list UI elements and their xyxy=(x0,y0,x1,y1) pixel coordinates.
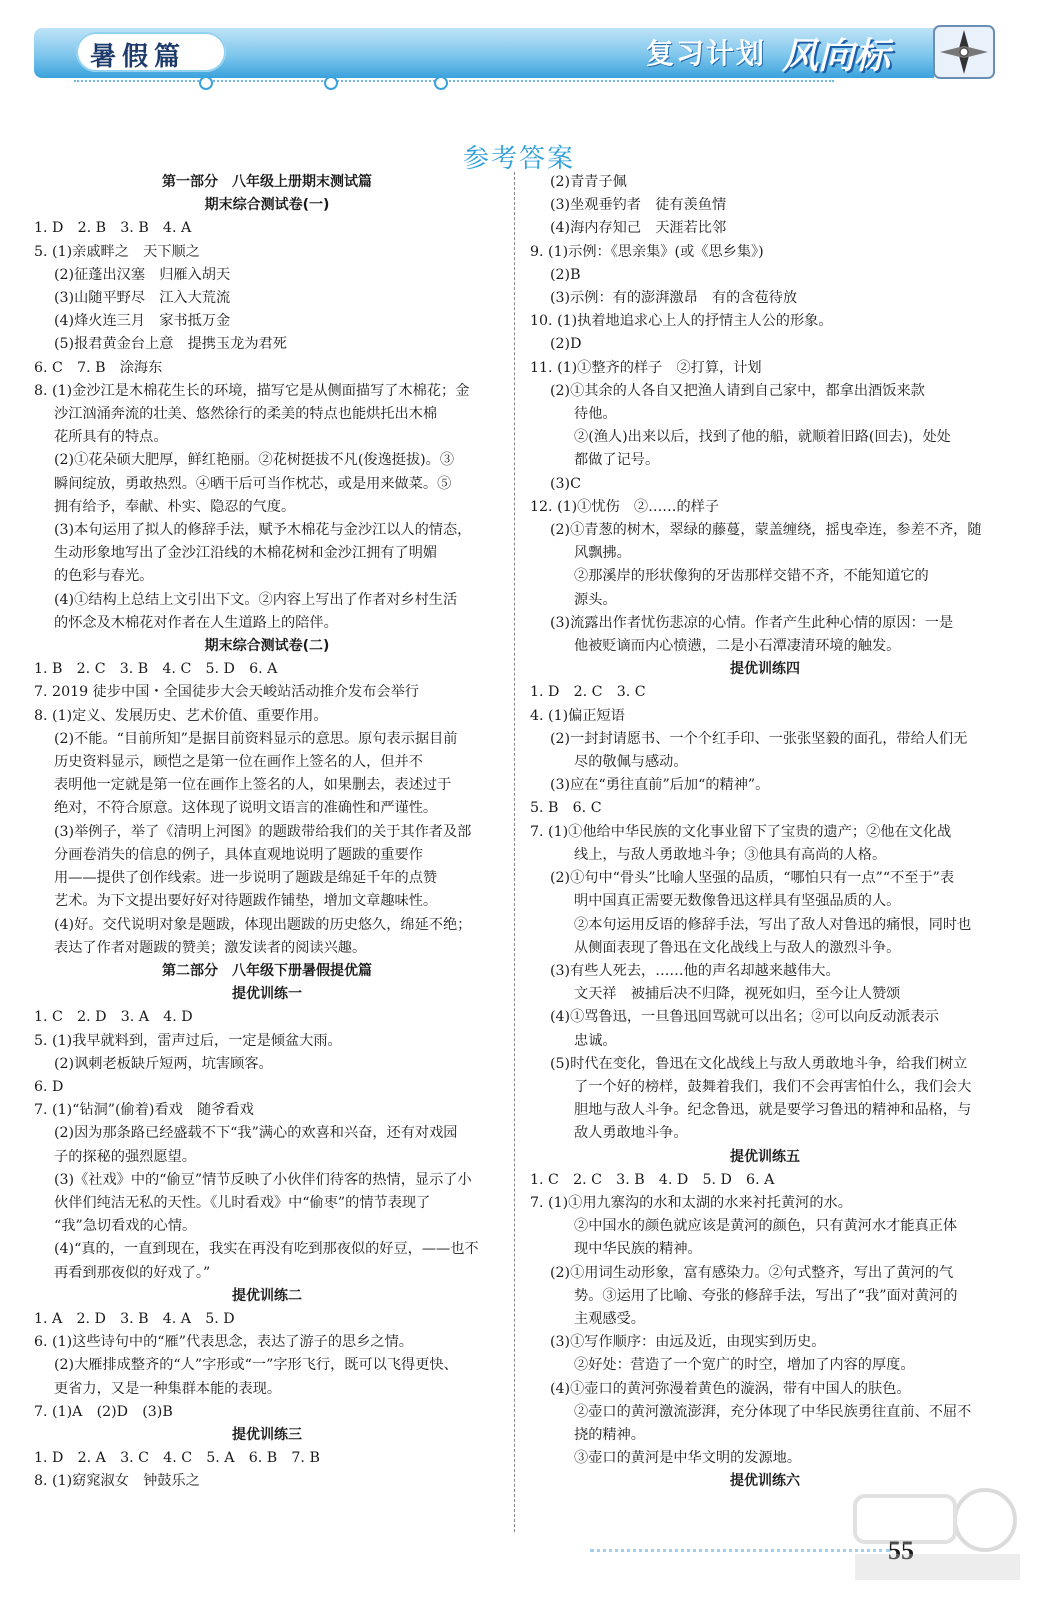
answer-line: 7. (1)①用九寨沟的水和太湖的水来衬托黄河的水。 xyxy=(530,1194,852,1211)
answer-line: 生动形象地写出了金沙江沿线的木棉花树和金沙江拥有了明媚 xyxy=(54,545,438,562)
section-heading: 期末综合测试卷(一) xyxy=(204,197,330,214)
answer-line: 12. (1)①忧伤 ②……的样子 xyxy=(530,498,720,515)
answer-line: ②中国水的颜色就应该是黄河的颜色，只有黄河水才能真正体 xyxy=(574,1218,958,1235)
answer-line: 8. (1)定义、发展历史、艺术价值、重要作用。 xyxy=(34,707,328,724)
answer-line: (4)①骂鲁迅，一旦鲁迅回骂就可以出名；②可以向反动派表示 xyxy=(550,1009,939,1026)
answer-line: (2)征蓬出汉塞 归雁入胡天 xyxy=(54,266,231,283)
answer-line: 待他。 xyxy=(574,406,617,423)
answer-line: (4)“真的，一直到现在，我实在再没有吃到那夜似的好豆，——也不 xyxy=(54,1241,479,1258)
header-banner xyxy=(34,22,1000,88)
answer-line: (2)①句中“骨头”比喻人坚强的品质，“哪怕只有一点”“不至于”表 xyxy=(550,870,955,887)
answer-line: 7. (1)①他给中华民族的文化事业留下了宝贵的遗产；②他在文化战 xyxy=(530,823,952,840)
answer-line: 10. (1)执着地追求心上人的抒情主人公的形象。 xyxy=(530,313,833,330)
answer-line: 1. D 2. C 3. C xyxy=(530,684,646,701)
answer-line: 11. (1)①整齐的样子 ②打算，计划 xyxy=(530,359,762,376)
answer-line: (4)①结构上总结上文引出下文。②内容上写出了作者对乡村生活 xyxy=(54,591,458,608)
answer-line: 了一个好的榜样，鼓舞着我们，我们不会再害怕什么，我们会大 xyxy=(574,1078,972,1095)
answer-line: 1. D 2. A 3. C 4. C 5. A 6. B 7. B xyxy=(34,1450,320,1467)
answer-line: (5)时代在变化，鲁迅在文化战线上与敌人勇敢地斗争，给我们树立 xyxy=(550,1055,968,1072)
decor-dot xyxy=(199,76,213,90)
answer-line: (2)讽刺老板缺斤短两，坑害顾客。 xyxy=(54,1055,273,1072)
plan-label: 复习计划 xyxy=(646,37,767,70)
answer-line: 艺术。为下文提出要好好对待题跋作铺垫，增加文章趣味性。 xyxy=(54,893,438,910)
section-heading: 第一部分 八年级上册期末测试篇 xyxy=(162,174,372,190)
answer-line: 主观感受。 xyxy=(574,1310,645,1327)
section-heading: 提优训练五 xyxy=(730,1148,800,1165)
answer-line: 用——提供了创作线索。进一步说明了题跋是绵延千年的点赞 xyxy=(54,870,438,887)
answer-line: (4)①壶口的黄河弥漫着黄色的漩涡，带有中国人的肤色。 xyxy=(550,1380,911,1397)
compass-icon xyxy=(930,22,998,82)
answer-line: 花所具有的特点。 xyxy=(54,429,168,446)
answer-line: (3)《社戏》中的“偷豆”情节反映了小伙伴们待客的热情，显示了小 xyxy=(54,1171,472,1188)
answer-line: 拥有给予，奉献、朴实、隐忍的气度。 xyxy=(54,498,296,515)
answer-line: 子的探秘的强烈愿望。 xyxy=(54,1148,196,1165)
answer-line: (2)①其余的人各自又把渔人请到自己家中，都拿出酒饭来款 xyxy=(550,382,925,399)
answer-line: 1. A 2. D 3. B 4. A 5. D xyxy=(34,1310,235,1327)
answer-line: (3)示例：有的澎湃激昂 有的含苞待放 xyxy=(550,290,798,307)
answer-line: ②本句运用反语的修辞手法，写出了敌人对鲁迅的痛恨，同时也 xyxy=(574,916,972,933)
decor-dot xyxy=(434,76,448,90)
answer-line: 1. D 2. B 3. B 4. A xyxy=(34,220,192,237)
answer-line: 源头。 xyxy=(574,591,617,608)
answer-line: (2)大雁排成整齐的“人”字形或“一”字形飞行，既可以飞得更快、 xyxy=(54,1357,458,1374)
section-heading: 提优训练六 xyxy=(730,1473,800,1490)
answer-line: (3)①写作顺序：由远及近，由现实到历史。 xyxy=(550,1334,826,1351)
answer-line: 5. (1)亲戚畔之 天下顺之 xyxy=(34,243,200,260)
page-title: 参考答案 xyxy=(462,144,575,174)
answer-line: 尽的敬佩与感动。 xyxy=(574,754,688,771)
section-heading: 提优训练二 xyxy=(232,1287,302,1304)
section-heading: 提优训练三 xyxy=(232,1426,302,1443)
answer-line: 绝对，不符合原意。这体现了说明文语言的准确性和严谨性。 xyxy=(54,800,438,817)
answer-line: ②(渔人)出来以后，找到了他的船，就顺着旧路(回去)，处处 xyxy=(574,429,951,446)
section-heading: 提优训练四 xyxy=(730,661,800,678)
answer-line: (4)好。交代说明对象是题跋，体现出题跋的历史悠久，绵延不绝； xyxy=(54,916,472,933)
answer-line: 再看到那夜似的好戏了。” xyxy=(54,1264,211,1281)
answer-line: (2)因为那条路已经盛载不下“我”满心的欢喜和兴奋，还有对戏园 xyxy=(54,1125,458,1142)
answer-line: 明中国真正需要无数像鲁迅这样具有坚强品质的人。 xyxy=(574,893,901,910)
answer-line: 现中华民族的精神。 xyxy=(574,1241,702,1258)
answer-line: (3)流露出作者忧伤悲凉的心情。作者产生此种心情的原因：一是 xyxy=(550,614,954,631)
answer-line: 6. (1)这些诗句中的“雁”代表思念，表达了游子的思乡之情。 xyxy=(34,1334,413,1351)
answer-line: 7. 2019 徒步中国・全国徒步大会天峻站活动推介发布会举行 xyxy=(34,684,419,701)
answer-line: 1. C 2. D 3. A 4. D xyxy=(34,1009,193,1026)
section-heading: 第二部分 八年级下册暑假提优篇 xyxy=(162,962,372,979)
answer-line: (2)①青葱的树木，翠绿的藤蔓，蒙盖缠绕，摇曳牵连，参差不齐，随 xyxy=(550,522,982,539)
answer-line: 1. B 2. C 3. B 4. C 5. D 6. A xyxy=(34,661,278,678)
answer-line: 势。③运用了比喻、夸张的修辞手法，写出了“我”面对黄河的 xyxy=(574,1287,958,1304)
answer-line: (2)不能。“目前所知”是据目前资料显示的意思。原句表示据目前 xyxy=(54,730,458,747)
answer-line: 5. (1)我早就料到，雷声过后，一定是倾盆大雨。 xyxy=(34,1032,342,1049)
answer-line: 伙伴们纯洁无私的天性。《儿时看戏》中“偷枣”的情节表现了 xyxy=(54,1194,431,1211)
banner-stripe xyxy=(74,80,834,86)
answer-line: 文天祥 被捕后决不归降，视死如归，至今让人赞颂 xyxy=(574,986,901,1003)
answer-line: 6. C 7. B 涂海东 xyxy=(34,359,163,376)
answer-line: 分画卷消失的信息的例子，具体直观地说明了题跋的重要作 xyxy=(54,846,423,863)
answer-line: ②壶口的黄河激流澎湃，充分体现了中华民族勇往直前、不屈不 xyxy=(574,1403,972,1420)
answer-line: ③壶口的黄河是中华文明的发源地。 xyxy=(574,1450,802,1467)
answer-line: “我”急切看戏的心情。 xyxy=(54,1218,197,1235)
season-label: 暑假篇 xyxy=(90,42,187,72)
answer-line: 9. (1)示例：《思亲集》(或《思乡集》) xyxy=(530,243,764,260)
section-heading: 期末综合测试卷(二) xyxy=(204,638,330,655)
answer-line: (3)有些人死去，……他的声名却越来越伟大。 xyxy=(550,962,840,979)
answer-line: 更省力，又是一种集群本能的表现。 xyxy=(54,1380,282,1397)
answer-line: (3)C xyxy=(550,475,581,492)
answer-line: 风飘拂。 xyxy=(574,545,631,562)
answer-line: (3)应在“勇往直前”后加“的精神”。 xyxy=(550,777,770,794)
answer-line: 沙江汹涌奔流的壮美、悠然徐行的柔美的特点也能烘托出木棉 xyxy=(54,406,438,423)
answer-line: 7. (1)A (2)D (3)B xyxy=(34,1403,173,1420)
answer-line: (2)①花朵硕大肥厚，鲜红艳丽。②花树挺拔不凡(俊逸挺拔)。③ xyxy=(54,452,455,469)
answer-line: 忠诚。 xyxy=(574,1032,617,1049)
answer-line: 8. (1)窈窕淑女 钟鼓乐之 xyxy=(34,1473,200,1490)
answer-line: (2)①用词生动形象，富有感染力。②句式整齐，写出了黄河的气 xyxy=(550,1264,954,1281)
answer-line: (3)本句运用了拟人的修辞手法，赋予木棉花与金沙江以人的情态， xyxy=(54,522,472,539)
page-number: 55 xyxy=(888,1536,914,1565)
answer-line: 5. B 6. C xyxy=(530,800,602,817)
watermark-logo xyxy=(845,1478,1025,1588)
answer-line: 1. C 2. C 3. B 4. D 5. D 6. A xyxy=(530,1171,775,1188)
answer-line: ②那溪岸的形状像狗的牙齿那样交错不齐，不能知道它的 xyxy=(574,568,929,585)
answer-line: 瞬间绽放，勇敢热烈。④晒干后可当作枕芯，或是用来做菜。⑤ xyxy=(54,475,452,492)
brand-logo: 风向标 xyxy=(782,36,891,77)
answer-line: 表明他一定就是第一位在画作上签名的人，如果删去，表述过于 xyxy=(54,777,452,794)
answer-line: 8. (1)金沙江是木棉花生长的环境，描写它是从侧面描写了木棉花；金 xyxy=(34,382,470,399)
answer-line: 历史资料显示，顾恺之是第一位在画作上签名的人，但并不 xyxy=(54,754,423,771)
answer-line: 线上，与敌人勇敢地斗争；③他具有高尚的人格。 xyxy=(574,846,887,863)
answers-right-column xyxy=(530,171,1000,1494)
column-divider xyxy=(514,172,515,1532)
answer-line: 的怀念及木棉花对作者在人生道路上的陪伴。 xyxy=(54,614,338,631)
answer-line: (2)一封封请愿书、一个个红手印、一张张坚毅的面孔，带给人们无 xyxy=(550,730,968,747)
answer-line: 6. D xyxy=(34,1078,64,1095)
answers-left-column xyxy=(34,171,500,1494)
answer-line: (2)青青子佩 xyxy=(550,174,627,190)
answer-line: (3)举例子，举了《清明上河图》的题跋带给我们的关于其作者及部 xyxy=(54,823,472,840)
answer-line: (4)海内存知己 天涯若比邻 xyxy=(550,220,727,237)
answer-line: 敌人勇敢地斗争。 xyxy=(574,1125,688,1142)
answer-line: 表达了作者对题跋的赞美；激发读者的阅读兴趣。 xyxy=(54,939,367,956)
answer-line: 从侧面表现了鲁迅在文化战线上与敌人的激烈斗争。 xyxy=(574,939,901,956)
answer-line: 挠的精神。 xyxy=(574,1426,645,1443)
answer-line: 胆地与敌人斗争。纪念鲁迅，就是要学习鲁迅的精神和品格，与 xyxy=(574,1102,972,1119)
answer-line: 4. (1)偏正短语 xyxy=(530,707,625,724)
answer-line: 7. (1)“钻洞”(偷着)看戏 随爷看戏 xyxy=(34,1102,254,1119)
decor-dot xyxy=(324,76,338,90)
answer-line: (3)山随平野尽 江入大荒流 xyxy=(54,290,231,307)
section-heading: 提优训练一 xyxy=(232,986,302,1003)
answer-line: (2)D xyxy=(550,336,582,353)
answer-line: ②好处：营造了一个宽广的时空，增加了内容的厚度。 xyxy=(574,1357,915,1374)
answer-line: (2)B xyxy=(550,266,581,283)
answer-line: 都做了记号。 xyxy=(574,452,660,469)
answer-line: (3)坐观垂钓者 徒有羡鱼情 xyxy=(550,197,727,214)
answer-line: (4)烽火连三月 家书抵万金 xyxy=(54,313,231,330)
answer-line: 的色彩与春光。 xyxy=(54,568,154,585)
answer-line: (5)报君黄金台上意 提携玉龙为君死 xyxy=(54,336,287,353)
answer-line: 他被贬谪而内心愤懑，二是小石潭凄清环境的触发。 xyxy=(574,638,901,655)
